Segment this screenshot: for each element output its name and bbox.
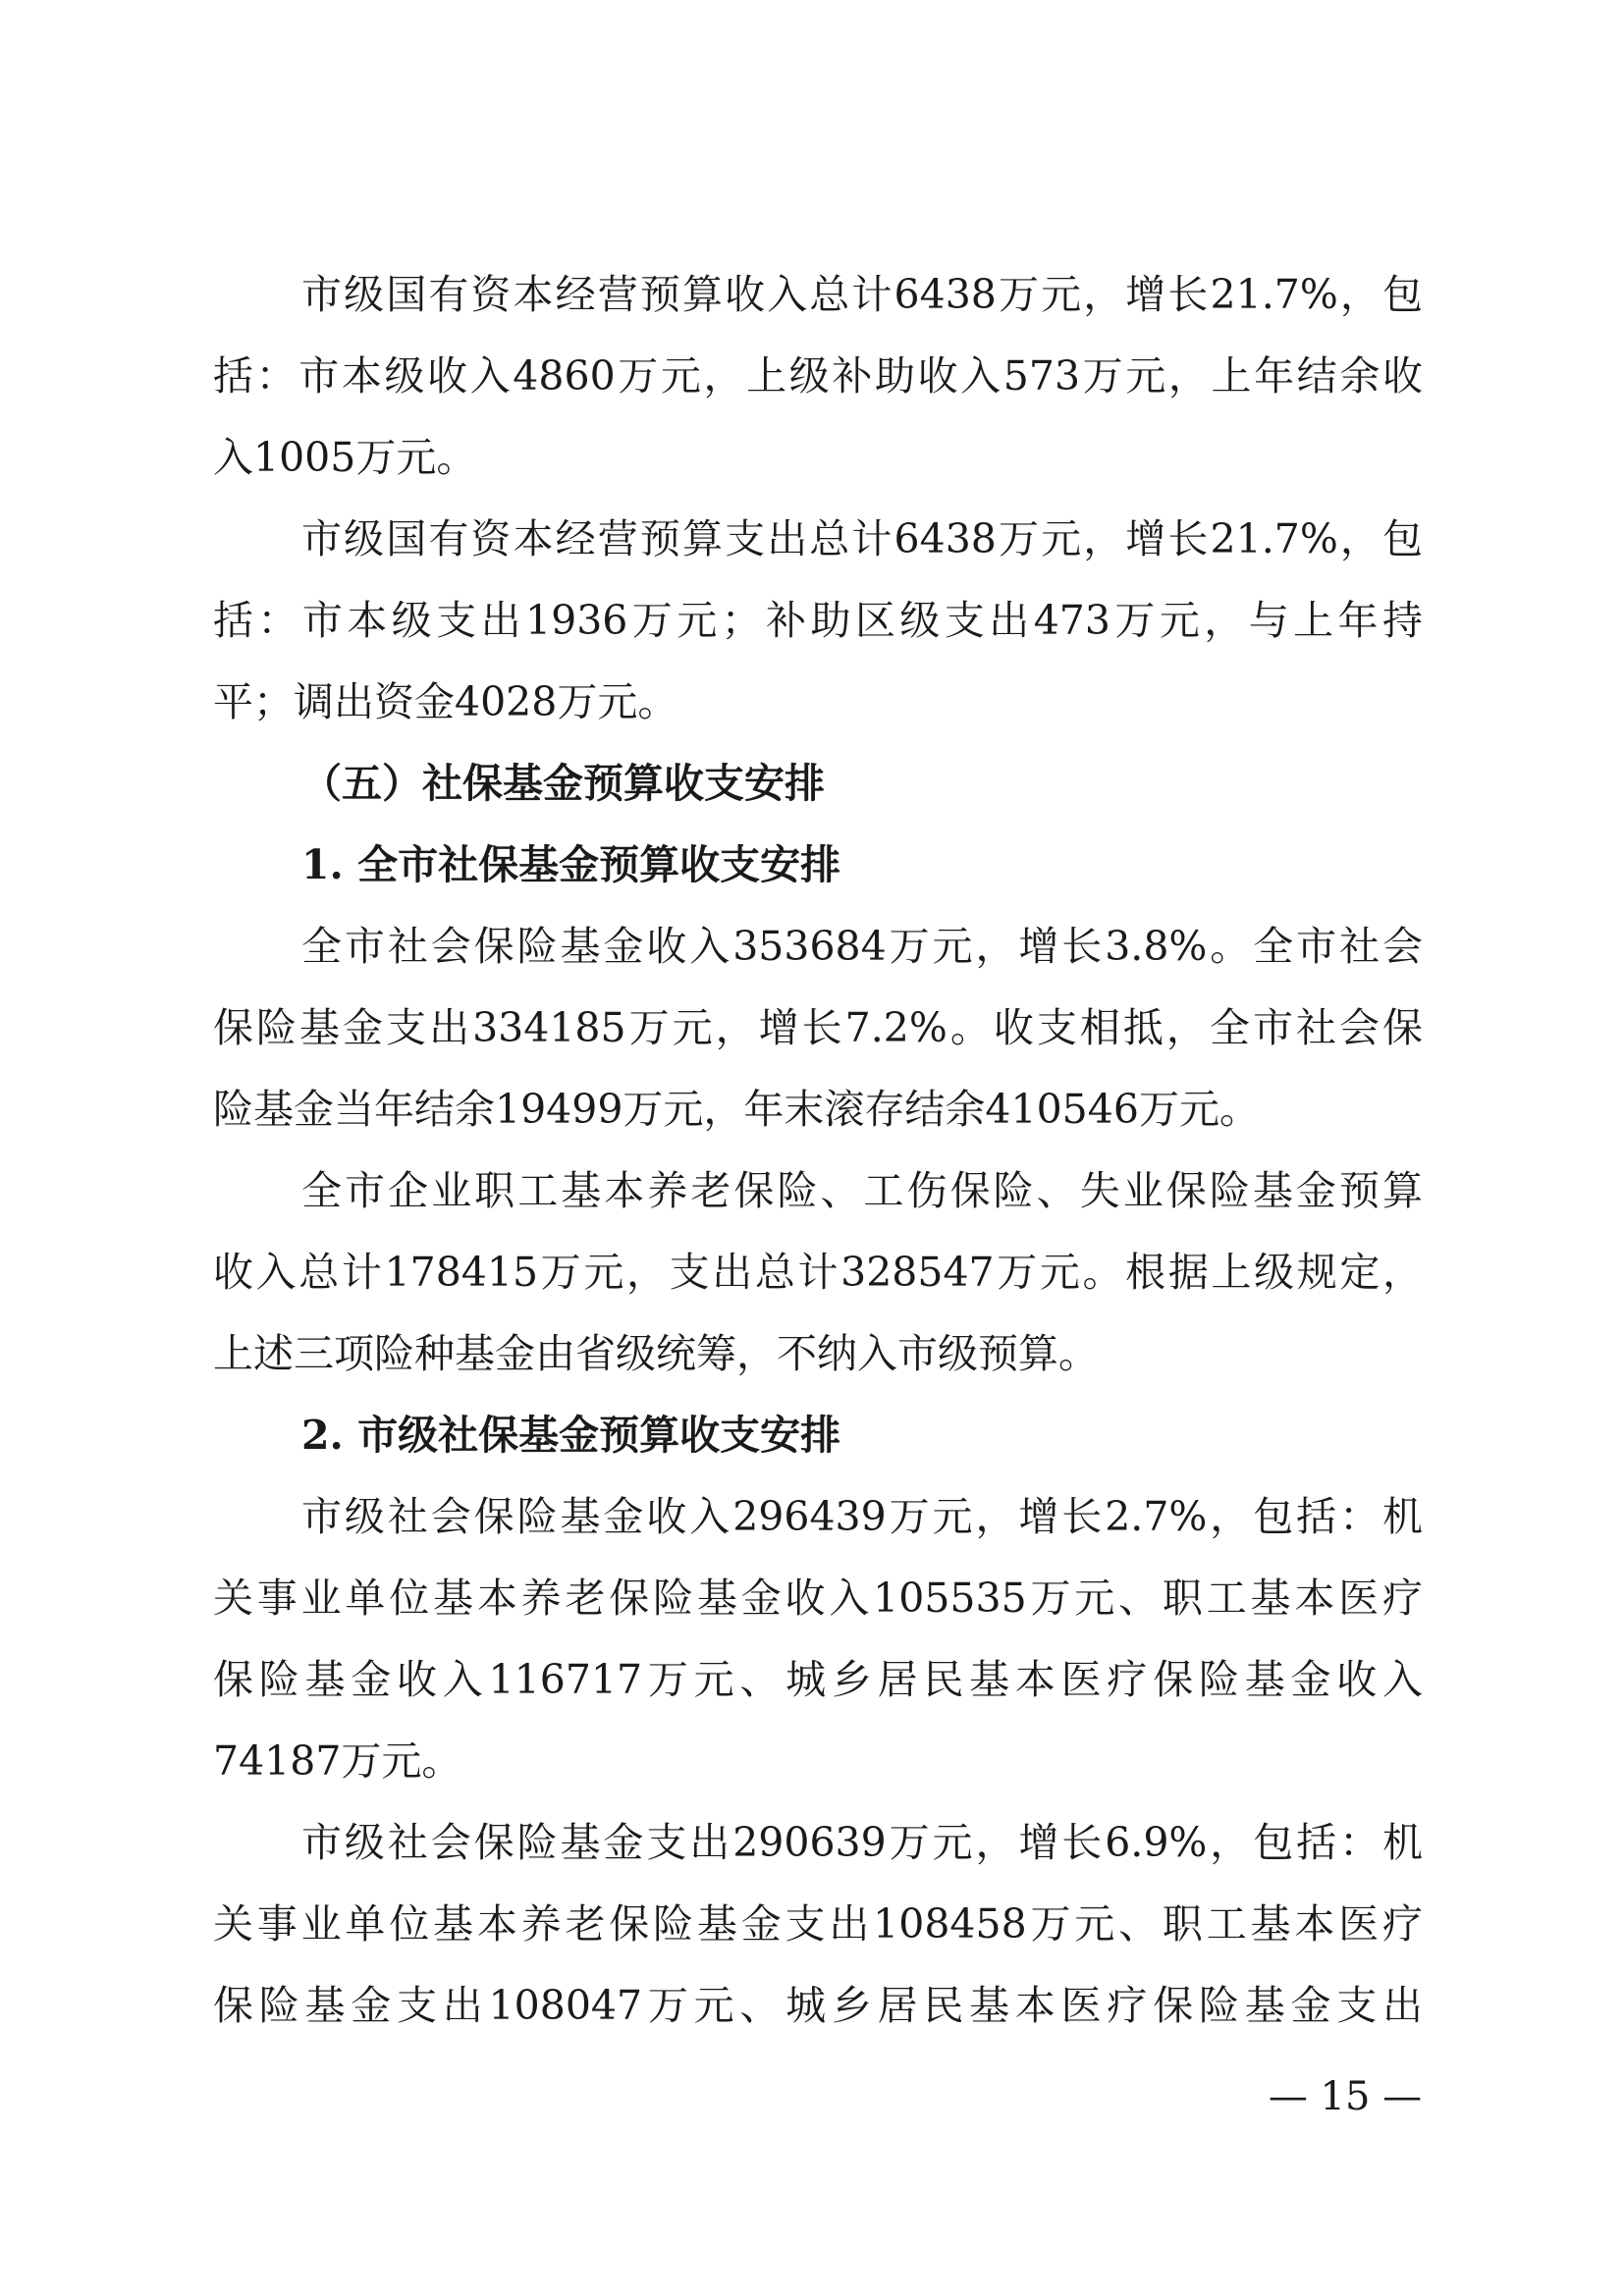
paragraph-line: 关事业单位基本养老保险基金收入105535万元、职工基本医疗 — [213, 1575, 1423, 1622]
paragraph-line: 平；调出资金4028万元。 — [213, 678, 678, 725]
section-heading: （五）社保基金预算收支安排 — [301, 760, 825, 807]
paragraph-line: 市级社会保险基金支出290639万元，增长6.9%，包括：机 — [301, 1819, 1423, 1866]
paragraph-line: 上述三项险种基金由省级统筹，不纳入市级预算。 — [213, 1330, 1099, 1377]
subsection-heading: 2. 市级社保基金预算收支安排 — [301, 1412, 841, 1459]
paragraph-line: 收入总计178415万元，支出总计328547万元。根据上级规定， — [213, 1249, 1423, 1296]
subsection-heading: 1. 全市社保基金预算收支安排 — [301, 841, 841, 888]
paragraph-line: 括：市本级收入4860万元，上级补助收入573万元，上年结余收 — [213, 352, 1423, 400]
paragraph-line: 全市社会保险基金收入353684万元，增长3.8%。全市社会 — [301, 923, 1423, 970]
paragraph-line: 市级国有资本经营预算收入总计6438万元，增长21.7%，包 — [301, 271, 1423, 318]
paragraph-line: 关事业单位基本养老保险基金支出108458万元、职工基本医疗 — [213, 1900, 1423, 1948]
paragraph-line: 保险基金支出334185万元，增长7.2%。收支相抵，全市社会保 — [213, 1004, 1423, 1051]
paragraph-line: 保险基金收入116717万元、城乡居民基本医疗保险基金收入 — [213, 1656, 1423, 1703]
paragraph-line: 括：市本级支出1936万元；补助区级支出473万元，与上年持 — [213, 597, 1423, 644]
paragraph-line: 险基金当年结余19499万元，年末滚存结余410546万元。 — [213, 1086, 1260, 1133]
paragraph-line: 保险基金支出108047万元、城乡居民基本医疗保险基金支出 — [213, 1982, 1423, 2029]
paragraph-line: 市级国有资本经营预算支出总计6438万元，增长21.7%，包 — [301, 515, 1423, 562]
paragraph-line: 全市企业职工基本养老保险、工伤保险、失业保险基金预算 — [301, 1167, 1423, 1214]
paragraph-line: 入1005万元。 — [213, 434, 477, 481]
page-number: — 15 — — [1268, 2074, 1423, 2119]
paragraph-line: 市级社会保险基金收入296439万元，增长2.7%，包括：机 — [301, 1493, 1423, 1540]
paragraph-line: 74187万元。 — [213, 1737, 462, 1785]
